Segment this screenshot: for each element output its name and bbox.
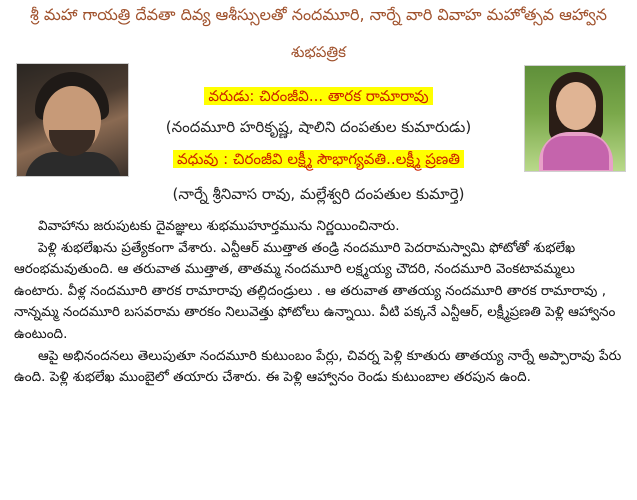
groom-parents: (నందమూరి హరికృష్ణ, షాలిని దంపతుల కుమారుడు) — [165, 118, 472, 136]
invitation-subtitle: శుభపత్రిక — [291, 43, 346, 61]
groom-title — [0, 86, 637, 106]
paragraph-3: ఆపై అభినందనలు తెలుపుతూ నందమూరి కుటుంబం పేర్లు, చివర్న పెళ్లి కూతురు తాతయ్య నార్నే అప్పారావు పేరు ఉంది. పెళ్లి శుభలేఖ ముంబైలో తయారు చేశారు. ఈ పెళ్లి ఆహ్వానం రెండు కుటుంబాల తరపున ఉంది. — [14, 347, 622, 386]
bride-title-text: వధువు : చిరంజీవి లక్ష్మీ సౌభాగ్యవతి..లక్ష్మీ ప్రణతి — [173, 150, 464, 168]
article-body — [14, 216, 626, 389]
groom-title-text: వరుడు: చిరంజీవి... తారక రామారావు — [204, 87, 432, 105]
paragraph-1: వివాహాను జరుపుటకు దైవజ్ఞులు శుభముహూర్తమును నిర్ణయించినారు. — [38, 218, 400, 234]
bride-title — [0, 149, 637, 169]
bride-parents: (నార్నే శ్రీనివాస రావు, మల్లేశ్వరి దంపతుల కుమార్తె) — [172, 185, 465, 203]
paragraph-2: పెళ్లి శుభలేఖను ప్రత్యేకంగా వేశారు. ఎన్టీఆర్ ముత్తాత తండ్రి నందమూరి పెదరామస్వామి ఫోటోతో శుభలేఖ ఆరంభమవుతుంది. ఆ తరువాత ముత్తాత, తాతమ్మ నందమూరి లక్ష్మయ్య చౌదరి, నందమూరి వెంకటావమ్మలు ఉంటారు. వీళ్ల నందమూరి తారక రామారావు తల్లిదండ్రులు . ఆ తరువాత తాతయ్య నందమూరి తారక రామారావు , నాన్నమ్మ నందమూరి బసవరామ తారకం నిలువెత్తు ఫోటోలు ఉన్నాయి. వీటి పక్కనే ఎన్టీఆర్, లక్ష్మీప్రణతి పెళ్లి ఆహ్వానం ఉంటుంది. — [14, 239, 616, 342]
invitation-header: శ్రీ మహా గాయత్రి దేవతా దివ్య ఆశీస్సులతో నందమూరి, నార్నే వారి వివాహ మహోత్సవ ఆహ్వాన — [30, 5, 607, 24]
